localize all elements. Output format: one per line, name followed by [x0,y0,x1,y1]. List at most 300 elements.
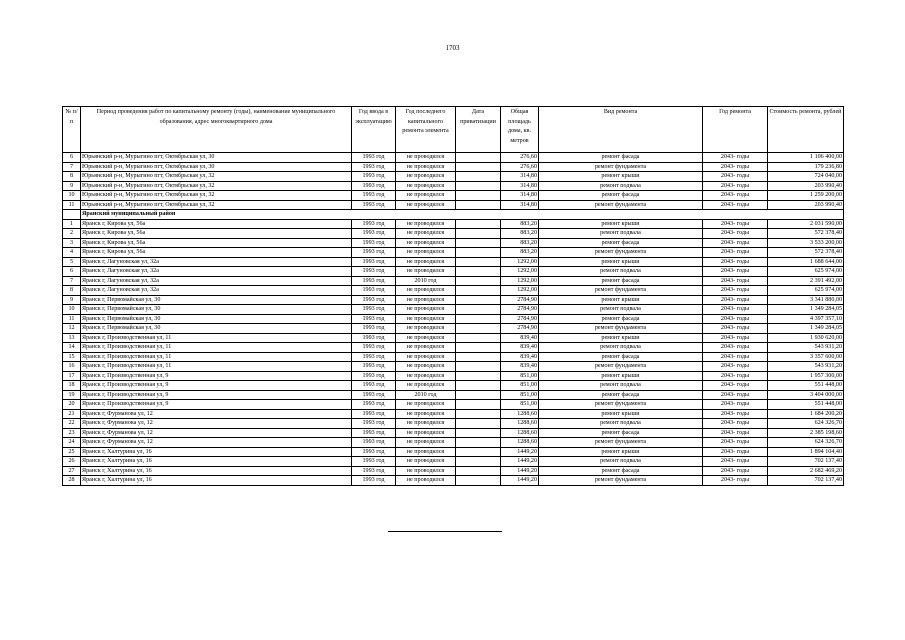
row-repair-kind: ремонт фундамента [539,324,703,334]
row-area: 2784,90 [501,314,539,324]
row-last-repair: не проводился [396,343,456,353]
row-year-built: 1993 год [352,181,396,191]
row-year-built: 1993 год [352,305,396,315]
row-year-built: 1993 год [352,229,396,239]
row-privatization [456,229,501,239]
row-last-repair: не проводился [396,400,456,410]
row-repair-year: 2043- годы [703,248,768,258]
row-year-built: 1993 год [352,400,396,410]
row-year-built: 1993 год [352,419,396,429]
row-cost: 203 990,40 [768,181,844,191]
table-row [63,333,844,343]
row-repair-kind: ремонт подвала [539,381,703,391]
table-row [63,248,844,258]
row-repair-year: 2043- годы [703,324,768,334]
row-year-built: 1993 год [352,238,396,248]
row-area: 2784,90 [501,295,539,305]
row-area: 883,20 [501,248,539,258]
table-row [63,191,844,201]
row-cost: 543 931,20 [768,343,844,353]
col-header-privatization: Дата приватизации [456,107,501,153]
row-cost: 1 930 620,00 [768,333,844,343]
row-repair-kind: ремонт крыши [539,257,703,267]
table-row [63,286,844,296]
row-area: 2784,90 [501,305,539,315]
col-header-cost: Стоимость ремонта, рублей [768,107,844,153]
col-header-area: Общая площадь дома, кв. метров [501,107,539,153]
row-cost: 551 448,00 [768,400,844,410]
row-year-built: 1993 год [352,466,396,476]
table-row [63,343,844,353]
row-repair-year: 2043- годы [703,314,768,324]
row-cost: 2 385 198,60 [768,428,844,438]
row-area: 839,40 [501,333,539,343]
row-last-repair: не проводился [396,362,456,372]
row-repair-kind: ремонт крыши [539,333,703,343]
table-row [63,219,844,229]
table-row [63,457,844,467]
table-row [63,172,844,182]
row-address: Юрьянский р-н, Мурыгино пгт, Октябрьская ул, 30 [81,153,352,163]
row-area: 851,00 [501,390,539,400]
section-title: Яранский муниципальный район [81,210,844,220]
row-repair-year: 2043- годы [703,181,768,191]
table-row [63,400,844,410]
table-row [63,447,844,457]
table-row [63,314,844,324]
row-repair-year: 2043- годы [703,447,768,457]
row-repair-year: 2043- годы [703,153,768,163]
row-address: Юрьянский р-н, Мурыгино пгт, Октябрьская ул, 32 [81,181,352,191]
row-privatization [456,200,501,210]
table-row [63,200,844,210]
row-privatization [456,371,501,381]
row-repair-year: 2043- годы [703,390,768,400]
row-last-repair: не проводился [396,438,456,448]
row-address: Яранск г, Лагуновская ул, 32а [81,267,352,277]
row-repair-year: 2043- годы [703,381,768,391]
row-address: Яранск г, Производственная ул, 9 [81,390,352,400]
table-row [63,352,844,362]
row-address: Яранск г, Первомайская ул, 30 [81,295,352,305]
row-last-repair: не проводился [396,172,456,182]
row-last-repair: не проводился [396,229,456,239]
row-year-built: 1993 год [352,438,396,448]
row-number: 23 [63,428,81,438]
row-number: 7 [63,162,81,172]
row-repair-kind: ремонт фундамента [539,476,703,486]
row-address: Яранск г, Производственная ул, 9 [81,381,352,391]
row-year-built: 1993 год [352,457,396,467]
row-cost: 724 040,00 [768,172,844,182]
row-repair-year: 2043- годы [703,419,768,429]
row-number: 11 [63,200,81,210]
row-address: Яранск г, Халтурина ул, 16 [81,476,352,486]
table-row [63,362,844,372]
row-last-repair: не проводился [396,314,456,324]
table-body-section [63,210,844,220]
row-privatization [456,238,501,248]
row-repair-year: 2043- годы [703,238,768,248]
row-year-built: 1993 год [352,267,396,277]
row-privatization [456,428,501,438]
row-area: 276,60 [501,162,539,172]
row-last-repair: 2010 год [396,276,456,286]
row-cost: 624 326,70 [768,419,844,429]
row-privatization [456,409,501,419]
row-cost: 551 448,00 [768,381,844,391]
row-privatization [456,295,501,305]
table-row [63,162,844,172]
row-privatization [456,400,501,410]
row-address: Яранск г, Производственная ул, 11 [81,333,352,343]
row-repair-year: 2043- годы [703,172,768,182]
row-repair-kind: ремонт крыши [539,219,703,229]
row-address: Яранск г, Халтурина ул, 16 [81,457,352,467]
row-year-built: 1993 год [352,276,396,286]
row-number: 17 [63,371,81,381]
row-year-built: 1993 год [352,314,396,324]
row-number: 11 [63,314,81,324]
row-year-built: 1993 год [352,295,396,305]
row-address: Яранск г, Фурманова ул, 12 [81,438,352,448]
col-header-repair-year: Год ремонта [703,107,768,153]
row-year-built: 1993 год [352,172,396,182]
row-repair-kind: ремонт фундамента [539,438,703,448]
row-repair-year: 2043- годы [703,257,768,267]
col-header-last-repair: Год последнего капитального ремонта элемента [396,107,456,153]
row-address: Яранск г, Производственная ул, 11 [81,362,352,372]
row-privatization [456,181,501,191]
row-repair-kind: ремонт крыши [539,447,703,457]
row-number: 2 [63,229,81,239]
row-repair-kind: ремонт крыши [539,409,703,419]
row-address: Яранск г, Производственная ул, 9 [81,400,352,410]
row-number: 6 [63,153,81,163]
table-row [63,257,844,267]
row-repair-kind: ремонт подвала [539,181,703,191]
row-address: Яранск г, Кирова ул, 56а [81,229,352,239]
row-repair-year: 2043- годы [703,286,768,296]
row-repair-year: 2043- годы [703,409,768,419]
row-address: Юрьянский р-н, Мурыгино пгт, Октябрьская ул, 32 [81,200,352,210]
row-area: 1292,00 [501,286,539,296]
row-area: 1288,60 [501,438,539,448]
col-header-year-built: Год ввода в эксплуатацию [352,107,396,153]
row-address: Яранск г, Производственная ул, 11 [81,352,352,362]
row-number: 1 [63,219,81,229]
row-repair-kind: ремонт подвала [539,457,703,467]
table-row [63,305,844,315]
row-address: Яранск г, Фурманова ул, 12 [81,428,352,438]
row-cost: 3 404 000,00 [768,390,844,400]
row-last-repair: не проводился [396,381,456,391]
row-number: 8 [63,172,81,182]
row-repair-year: 2043- годы [703,343,768,353]
table-row [63,238,844,248]
row-address: Юрьянский р-н, Мурыгино пгт, Октябрьская ул, 30 [81,162,352,172]
row-year-built: 1993 год [352,248,396,258]
table-row [63,466,844,476]
row-cost: 572 378,40 [768,229,844,239]
row-repair-kind: ремонт подвала [539,419,703,429]
row-cost: 3 357 600,00 [768,352,844,362]
row-privatization [456,191,501,201]
row-number: 19 [63,390,81,400]
row-last-repair: не проводился [396,333,456,343]
row-repair-year: 2043- годы [703,371,768,381]
row-repair-kind: ремонт фасада [539,153,703,163]
row-privatization [456,286,501,296]
row-year-built: 1993 год [352,476,396,486]
row-number: 13 [63,333,81,343]
row-repair-kind: ремонт подвала [539,267,703,277]
row-number: 27 [63,466,81,476]
row-area: 1288,60 [501,428,539,438]
row-last-repair: не проводился [396,238,456,248]
row-last-repair: не проводился [396,219,456,229]
col-header-repair-kind: Вид ремонта [539,107,703,153]
row-last-repair: не проводился [396,371,456,381]
bottom-divider [388,531,502,532]
row-repair-year: 2043- годы [703,276,768,286]
row-area: 1292,00 [501,257,539,267]
row-number: 6 [63,267,81,277]
row-cost: 3 533 200,00 [768,238,844,248]
row-cost: 624 326,70 [768,438,844,448]
row-repair-year: 2043- годы [703,305,768,315]
col-header-address: Период проведения работ по капитальному ремонту (годы), наименование муниципального образования, адрес многоквартирного дома [81,107,352,153]
row-year-built: 1993 год [352,153,396,163]
row-privatization [456,153,501,163]
row-address: Яранск г, Первомайская ул, 30 [81,314,352,324]
row-area: 1449,20 [501,447,539,457]
row-repair-kind: ремонт фасада [539,428,703,438]
row-last-repair: не проводился [396,457,456,467]
row-year-built: 1993 год [352,191,396,201]
row-privatization [456,257,501,267]
row-privatization [456,438,501,448]
row-repair-kind: ремонт подвала [539,343,703,353]
row-privatization [456,447,501,457]
table-body-top [63,153,844,210]
row-cost: 1 894 104,40 [768,447,844,457]
row-area: 1288,60 [501,409,539,419]
row-address: Юрьянский р-н, Мурыгино пгт, Октябрьская ул, 32 [81,172,352,182]
row-repair-year: 2043- годы [703,229,768,239]
row-year-built: 1993 год [352,333,396,343]
row-repair-year: 2043- годы [703,466,768,476]
row-year-built: 1993 год [352,200,396,210]
row-number: 7 [63,276,81,286]
row-repair-kind: ремонт крыши [539,295,703,305]
row-cost: 1 684 200,20 [768,409,844,419]
row-address: Яранск г, Производственная ул, 9 [81,371,352,381]
table-row [63,181,844,191]
row-privatization [456,276,501,286]
row-address: Яранск г, Кирова ул, 56а [81,219,352,229]
row-area: 839,40 [501,352,539,362]
row-privatization [456,381,501,391]
table-row [63,276,844,286]
row-repair-year: 2043- годы [703,400,768,410]
row-repair-kind: ремонт фасада [539,238,703,248]
row-cost: 179 236,80 [768,162,844,172]
row-year-built: 1993 год [352,409,396,419]
row-cost: 2 682 469,20 [768,466,844,476]
row-last-repair: не проводился [396,153,456,163]
row-area: 1288,60 [501,419,539,429]
row-privatization [456,267,501,277]
row-area: 883,20 [501,219,539,229]
row-number: 8 [63,286,81,296]
row-repair-kind: ремонт крыши [539,172,703,182]
row-year-built: 1993 год [352,352,396,362]
row-cost: 625 974,00 [768,286,844,296]
row-privatization [456,172,501,182]
row-privatization [456,324,501,334]
row-repair-year: 2043- годы [703,352,768,362]
row-repair-kind: ремонт подвала [539,229,703,239]
row-repair-year: 2043- годы [703,162,768,172]
row-number: 28 [63,476,81,486]
row-repair-year: 2043- годы [703,362,768,372]
row-last-repair: не проводился [396,257,456,267]
row-area: 883,20 [501,238,539,248]
row-last-repair: не проводился [396,352,456,362]
row-privatization [456,419,501,429]
row-area: 1292,00 [501,276,539,286]
row-last-repair: не проводился [396,476,456,486]
row-repair-year: 2043- годы [703,428,768,438]
row-cost: 702 137,40 [768,476,844,486]
row-privatization [456,305,501,315]
row-area: 851,00 [501,381,539,391]
table-header-row [63,107,844,153]
row-last-repair: не проводился [396,267,456,277]
table-row [63,229,844,239]
row-year-built: 1993 год [352,219,396,229]
row-cost: 2 031 590,00 [768,219,844,229]
row-repair-year: 2043- годы [703,295,768,305]
row-number: 21 [63,409,81,419]
row-number: 14 [63,343,81,353]
row-repair-kind: ремонт фундамента [539,200,703,210]
row-year-built: 1993 год [352,381,396,391]
row-address: Яранск г, Кирова ул, 56а [81,248,352,258]
row-address: Яранск г, Халтурина ул, 16 [81,466,352,476]
row-repair-kind: ремонт фасада [539,352,703,362]
row-area: 851,00 [501,371,539,381]
row-repair-year: 2043- годы [703,457,768,467]
table-row [63,324,844,334]
row-area: 1449,20 [501,457,539,467]
row-address: Яранск г, Производственная ул, 11 [81,343,352,353]
row-number: 15 [63,352,81,362]
row-privatization [456,314,501,324]
row-area: 839,40 [501,362,539,372]
page-number: 1703 [445,44,460,52]
row-cost: 3 341 880,00 [768,295,844,305]
row-number: 10 [63,191,81,201]
row-number: 9 [63,295,81,305]
table-row [63,419,844,429]
row-repair-year: 2043- годы [703,438,768,448]
row-privatization [456,248,501,258]
row-repair-kind: ремонт фундамента [539,248,703,258]
row-last-repair: не проводился [396,200,456,210]
row-last-repair: не проводился [396,419,456,429]
row-cost: 1 688 644,00 [768,257,844,267]
row-area: 883,20 [501,229,539,239]
row-privatization [456,219,501,229]
table-row [63,409,844,419]
col-header-number: № п/п [63,107,81,153]
row-privatization [456,333,501,343]
row-cost: 4 397 357,10 [768,314,844,324]
row-year-built: 1993 год [352,162,396,172]
row-repair-kind: ремонт фасада [539,314,703,324]
row-number: 25 [63,447,81,457]
row-last-repair: не проводился [396,447,456,457]
row-cost: 625 974,00 [768,267,844,277]
row-last-repair: не проводился [396,191,456,201]
row-repair-year: 2043- годы [703,476,768,486]
table-row [63,390,844,400]
row-repair-kind: ремонт фундамента [539,362,703,372]
row-cost: 702 137,40 [768,457,844,467]
row-cost: 1 106 400,00 [768,153,844,163]
row-repair-kind: ремонт фундамента [539,162,703,172]
row-privatization [456,466,501,476]
row-number: 24 [63,438,81,448]
row-last-repair: не проводился [396,295,456,305]
row-cost: 1 259 200,00 [768,191,844,201]
row-last-repair: не проводился [396,286,456,296]
row-area: 851,00 [501,400,539,410]
row-last-repair: не проводился [396,428,456,438]
row-area: 314,80 [501,200,539,210]
row-year-built: 1993 год [352,362,396,372]
row-address: Яранск г, Лагуновская ул, 32а [81,276,352,286]
row-year-built: 1993 год [352,428,396,438]
row-repair-kind: ремонт фасада [539,191,703,201]
row-address: Яранск г, Первомайская ул, 30 [81,324,352,334]
section-row [63,210,844,220]
row-number: 9 [63,181,81,191]
row-area: 1292,00 [501,267,539,277]
row-cost: 1 349 284,05 [768,305,844,315]
row-number: 26 [63,457,81,467]
row-repair-kind: ремонт фасада [539,466,703,476]
row-last-repair: не проводился [396,324,456,334]
row-privatization [456,362,501,372]
row-number: 5 [63,257,81,267]
row-cost: 1 349 284,05 [768,324,844,334]
row-number: 16 [63,362,81,372]
row-repair-kind: ремонт фундамента [539,286,703,296]
row-last-repair: не проводился [396,466,456,476]
row-last-repair: не проводился [396,305,456,315]
table-row [63,295,844,305]
table-row [63,428,844,438]
row-number: 18 [63,381,81,391]
row-year-built: 1993 год [352,390,396,400]
row-last-repair: не проводился [396,248,456,258]
row-privatization [456,162,501,172]
row-area: 2784,90 [501,324,539,334]
row-number: 10 [63,305,81,315]
